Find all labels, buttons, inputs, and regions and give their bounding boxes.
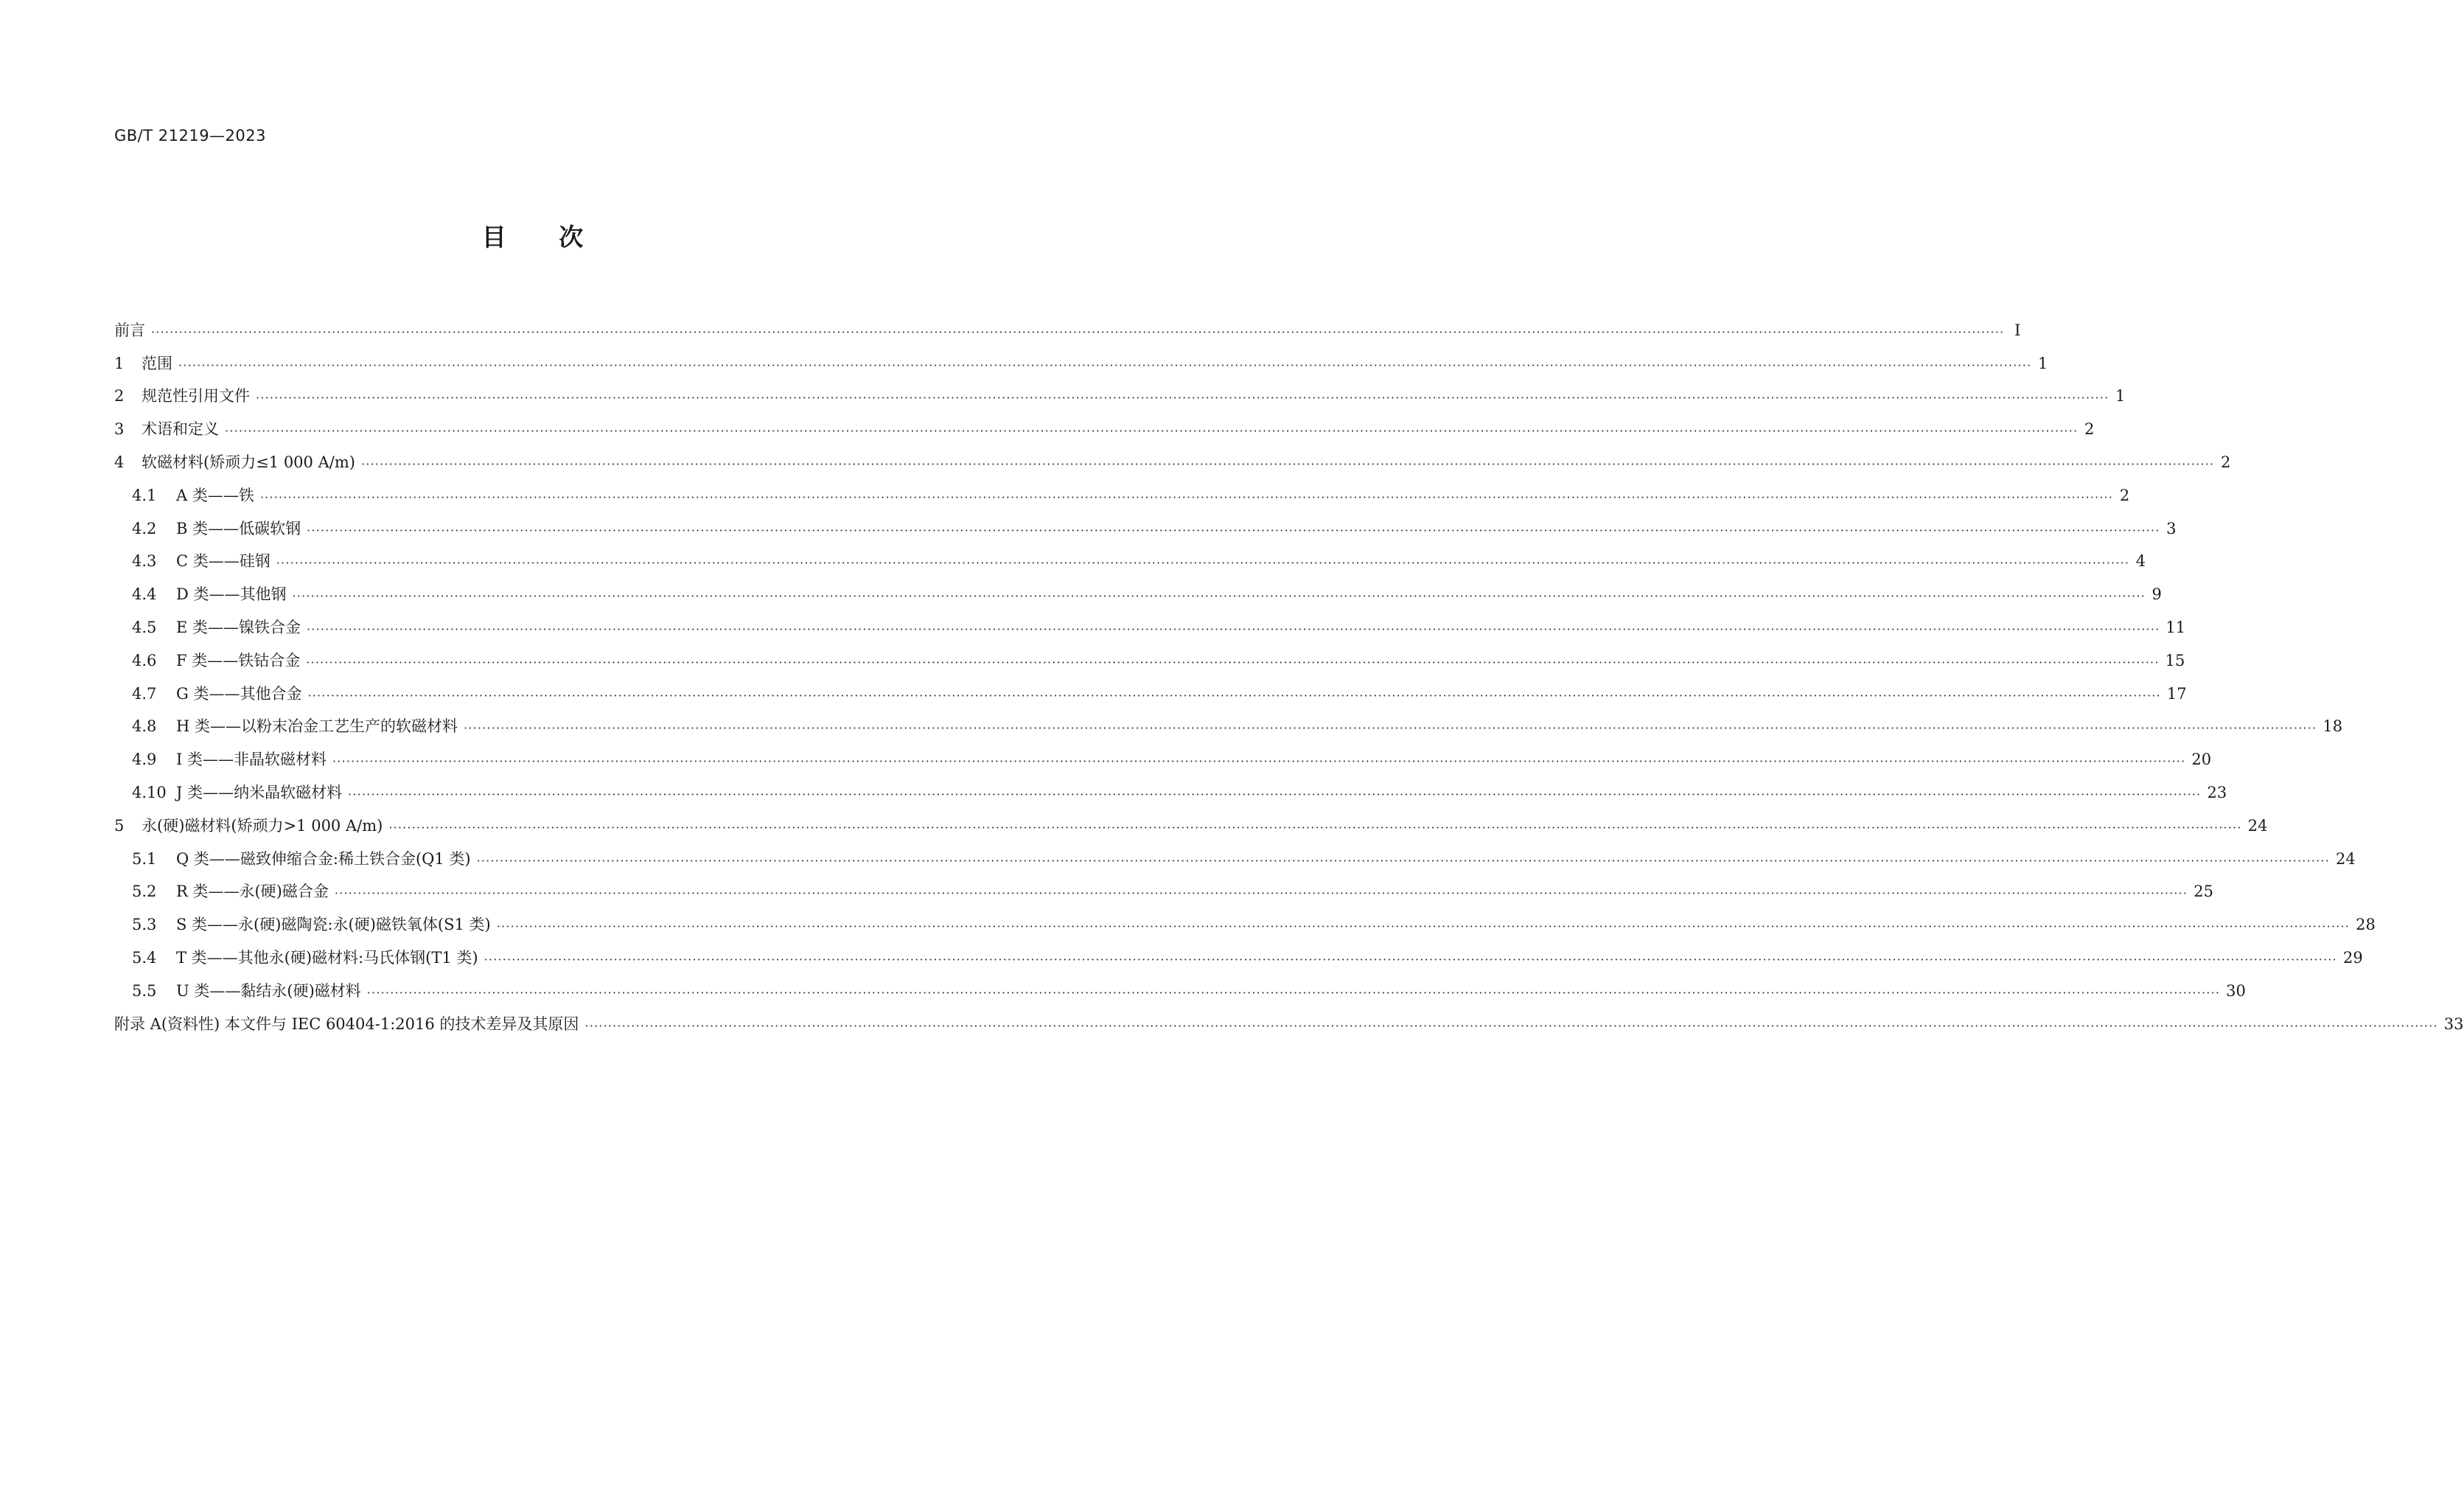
toc-entry[interactable]: [114, 338, 2048, 372]
toc-entry-number: 4.4: [132, 585, 157, 604]
toc-entry-number: 5.3: [132, 916, 157, 934]
toc-leader-dots: ················································································································································································································································································································································································································: [178, 358, 2032, 372]
toc-entry[interactable]: [114, 602, 2186, 636]
toc-leader-dots: ················································································································································································································································································································································································································: [484, 952, 2337, 967]
toc-leader-dots: ················································································································································································································································································································································································································: [332, 754, 2186, 769]
toc-entry-number: 5.5: [132, 981, 157, 1000]
toc-entry[interactable]: [114, 734, 2212, 769]
toc-entry-page: 9: [2151, 585, 2162, 604]
toc-entry-label: 规范性引用文件: [142, 387, 250, 406]
toc-entry-page: 15: [2165, 651, 2185, 669]
toc-entry-page: 25: [2193, 883, 2213, 901]
toc-entry-label: 范围: [142, 354, 172, 372]
toc-entry-page: 33: [2443, 1014, 2464, 1033]
toc-leader-dots: ················································································································································································································································································································································································································: [360, 456, 2215, 471]
toc-entry-label: J 类——纳米晶软磁材料: [176, 783, 343, 801]
document-code: GB/T 21219—2023: [114, 127, 267, 145]
toc-title: 目 次: [481, 223, 584, 251]
toc-entry[interactable]: [114, 768, 2227, 801]
table-of-contents: [114, 305, 2464, 1033]
toc-entry-number: 3: [114, 420, 125, 439]
toc-entry[interactable]: [114, 404, 2095, 439]
toc-entry-number: 2: [114, 387, 125, 406]
toc-entry-page: 2: [2119, 486, 2130, 504]
toc-entry-label: B 类——低碳软钢: [176, 519, 301, 537]
toc-entry[interactable]: [114, 305, 2021, 339]
toc-entry-label: S 类——永(硬)磁陶瓷:永(硬)磁铁氧体(S1 类): [176, 916, 491, 934]
toc-entry-label: H 类——以粉末冶金工艺生产的软磁材料: [176, 717, 458, 736]
toc-entry-label: U 类——黏结永(硬)磁材料: [176, 981, 361, 1000]
toc-entry-label: 永(硬)磁材料(矫顽力>1 000 A/m): [142, 816, 383, 835]
toc-entry-page: 28: [2356, 916, 2376, 934]
toc-entry-number: 4.10: [132, 783, 167, 801]
toc-entry-number: 1: [114, 354, 125, 372]
toc-entry[interactable]: [114, 636, 2185, 669]
toc-entry[interactable]: [114, 899, 2376, 934]
toc-leader-dots: ················································································································································································································································································································································································································: [388, 820, 2242, 835]
toc-entry[interactable]: [114, 569, 2162, 604]
toc-entry-label: 附录 A(资料性) 本文件与 IEC 60404-1:2016 的技术差异及其原因: [114, 1014, 579, 1033]
toc-entry-number: 5.4: [132, 948, 157, 967]
toc-entry-label: R 类——永(硬)磁合金: [176, 883, 329, 901]
toc-entry-page: Ⅰ: [2014, 321, 2021, 339]
toc-leader-dots: ················································································································································································································································································································································································································: [307, 688, 2161, 703]
toc-leader-dots: ················································································································································································································································································································································································································: [476, 853, 2330, 868]
toc-entry-label: 术语和定义: [142, 420, 219, 439]
toc-entry-page: 11: [2165, 618, 2186, 636]
toc-entry[interactable]: [114, 470, 2130, 504]
toc-entry[interactable]: [114, 867, 2213, 901]
toc-entry[interactable]: [114, 504, 2177, 537]
toc-entry[interactable]: [114, 669, 2187, 703]
toc-entry-label: C 类——硅钢: [176, 552, 271, 571]
toc-leader-dots: ················································································································································································································································································································································································································: [276, 556, 2130, 571]
toc-entry-page: 1: [2115, 387, 2126, 406]
toc-leader-dots: ················································································································································································································································································································································································································: [496, 919, 2350, 934]
toc-leader-dots: ················································································································································································································································································································································································································: [225, 424, 2079, 439]
toc-entry-label: G 类——其他合金: [176, 684, 302, 703]
toc-entry-page: 29: [2342, 948, 2363, 967]
toc-entry-page: 17: [2166, 684, 2187, 703]
toc-entry-number: 4.2: [132, 519, 157, 537]
toc-leader-dots: ················································································································································································································································································································································································································: [259, 490, 2114, 504]
toc-entry-label: T 类——其他永(硬)磁材料:马氏体钢(T1 类): [176, 948, 478, 967]
toc-leader-dots: ················································································································································································································································································································································································································: [334, 886, 2188, 901]
toc-entry-page: 24: [2335, 849, 2356, 868]
toc-entry-page: 23: [2207, 783, 2227, 801]
toc-leader-dots: ················································································································································································································································································································································································································: [366, 985, 2221, 1000]
toc-entry-number: 4.6: [132, 651, 157, 669]
toc-entry-number: 4.3: [132, 552, 157, 571]
toc-entry-number: 5.2: [132, 883, 157, 901]
toc-leader-dots: ················································································································································································································································································································································································································: [584, 1018, 2438, 1033]
toc-entry-label: E 类——镍铁合金: [176, 618, 301, 636]
toc-entry-label: D 类——其他钢: [176, 585, 287, 604]
toc-entry[interactable]: [114, 801, 2268, 835]
toc-entry-number: 4.9: [132, 751, 157, 769]
toc-leader-dots: ················································································································································································································································································································································································································: [348, 787, 2202, 801]
toc-entry[interactable]: [114, 372, 2126, 406]
toc-entry-number: 4: [114, 453, 125, 471]
toc-entry-page: 20: [2191, 751, 2212, 769]
toc-leader-dots: ················································································································································································································································································································································································································: [292, 589, 2146, 604]
toc-entry[interactable]: [114, 834, 2356, 868]
toc-entry-page: 3: [2166, 519, 2177, 537]
toc-leader-dots: ················································································································································································································································································································································································································: [464, 721, 2317, 736]
toc-entry[interactable]: [114, 437, 2231, 471]
toc-entry-label: 前言: [114, 321, 145, 339]
toc-entry-label: I 类——非晶软磁材料: [176, 751, 327, 769]
toc-entry[interactable]: [114, 537, 2146, 571]
toc-entry-page: 24: [2247, 816, 2268, 835]
toc-entry-page: 4: [2135, 552, 2146, 571]
toc-entry-page: 30: [2226, 981, 2246, 1000]
toc-leader-dots: ················································································································································································································································································································································································································: [307, 523, 2160, 537]
toc-entry-label: 软磁材料(矫顽力≤1 000 A/m): [142, 453, 355, 471]
toc-entry-page: 2: [2084, 420, 2095, 439]
toc-leader-dots: ················································································································································································································································································································································································································: [306, 655, 2160, 669]
toc-entry-number: 4.8: [132, 717, 157, 736]
toc-entry-number: 4.5: [132, 618, 157, 636]
toc-entry-label: A 类——铁: [176, 486, 254, 504]
toc-entry-number: 5.1: [132, 849, 157, 868]
toc-leader-dots: ················································································································································································································································································································································································································: [307, 622, 2160, 636]
toc-entry-number: 4.1: [132, 486, 157, 504]
toc-entry[interactable]: [114, 966, 2246, 1000]
toc-entry[interactable]: [114, 933, 2363, 967]
toc-entry-number: 4.7: [132, 684, 157, 703]
toc-entry-page: 18: [2322, 717, 2343, 736]
toc-entry-number: 5: [114, 816, 125, 835]
toc-leader-dots: ················································································································································································································································································································································································································: [151, 324, 2005, 339]
toc-leader-dots: ················································································································································································································································································································································································································: [256, 391, 2109, 406]
toc-entry-page: 2: [2220, 453, 2231, 471]
toc-entry-label: Q 类——磁致伸缩合金:稀土铁合金(Q1 类): [176, 849, 471, 868]
toc-entry-label: F 类——铁钴合金: [176, 651, 301, 669]
toc-entry[interactable]: [114, 999, 2464, 1033]
toc-entry-page: 1: [2038, 354, 2048, 372]
toc-entry[interactable]: [114, 702, 2343, 736]
